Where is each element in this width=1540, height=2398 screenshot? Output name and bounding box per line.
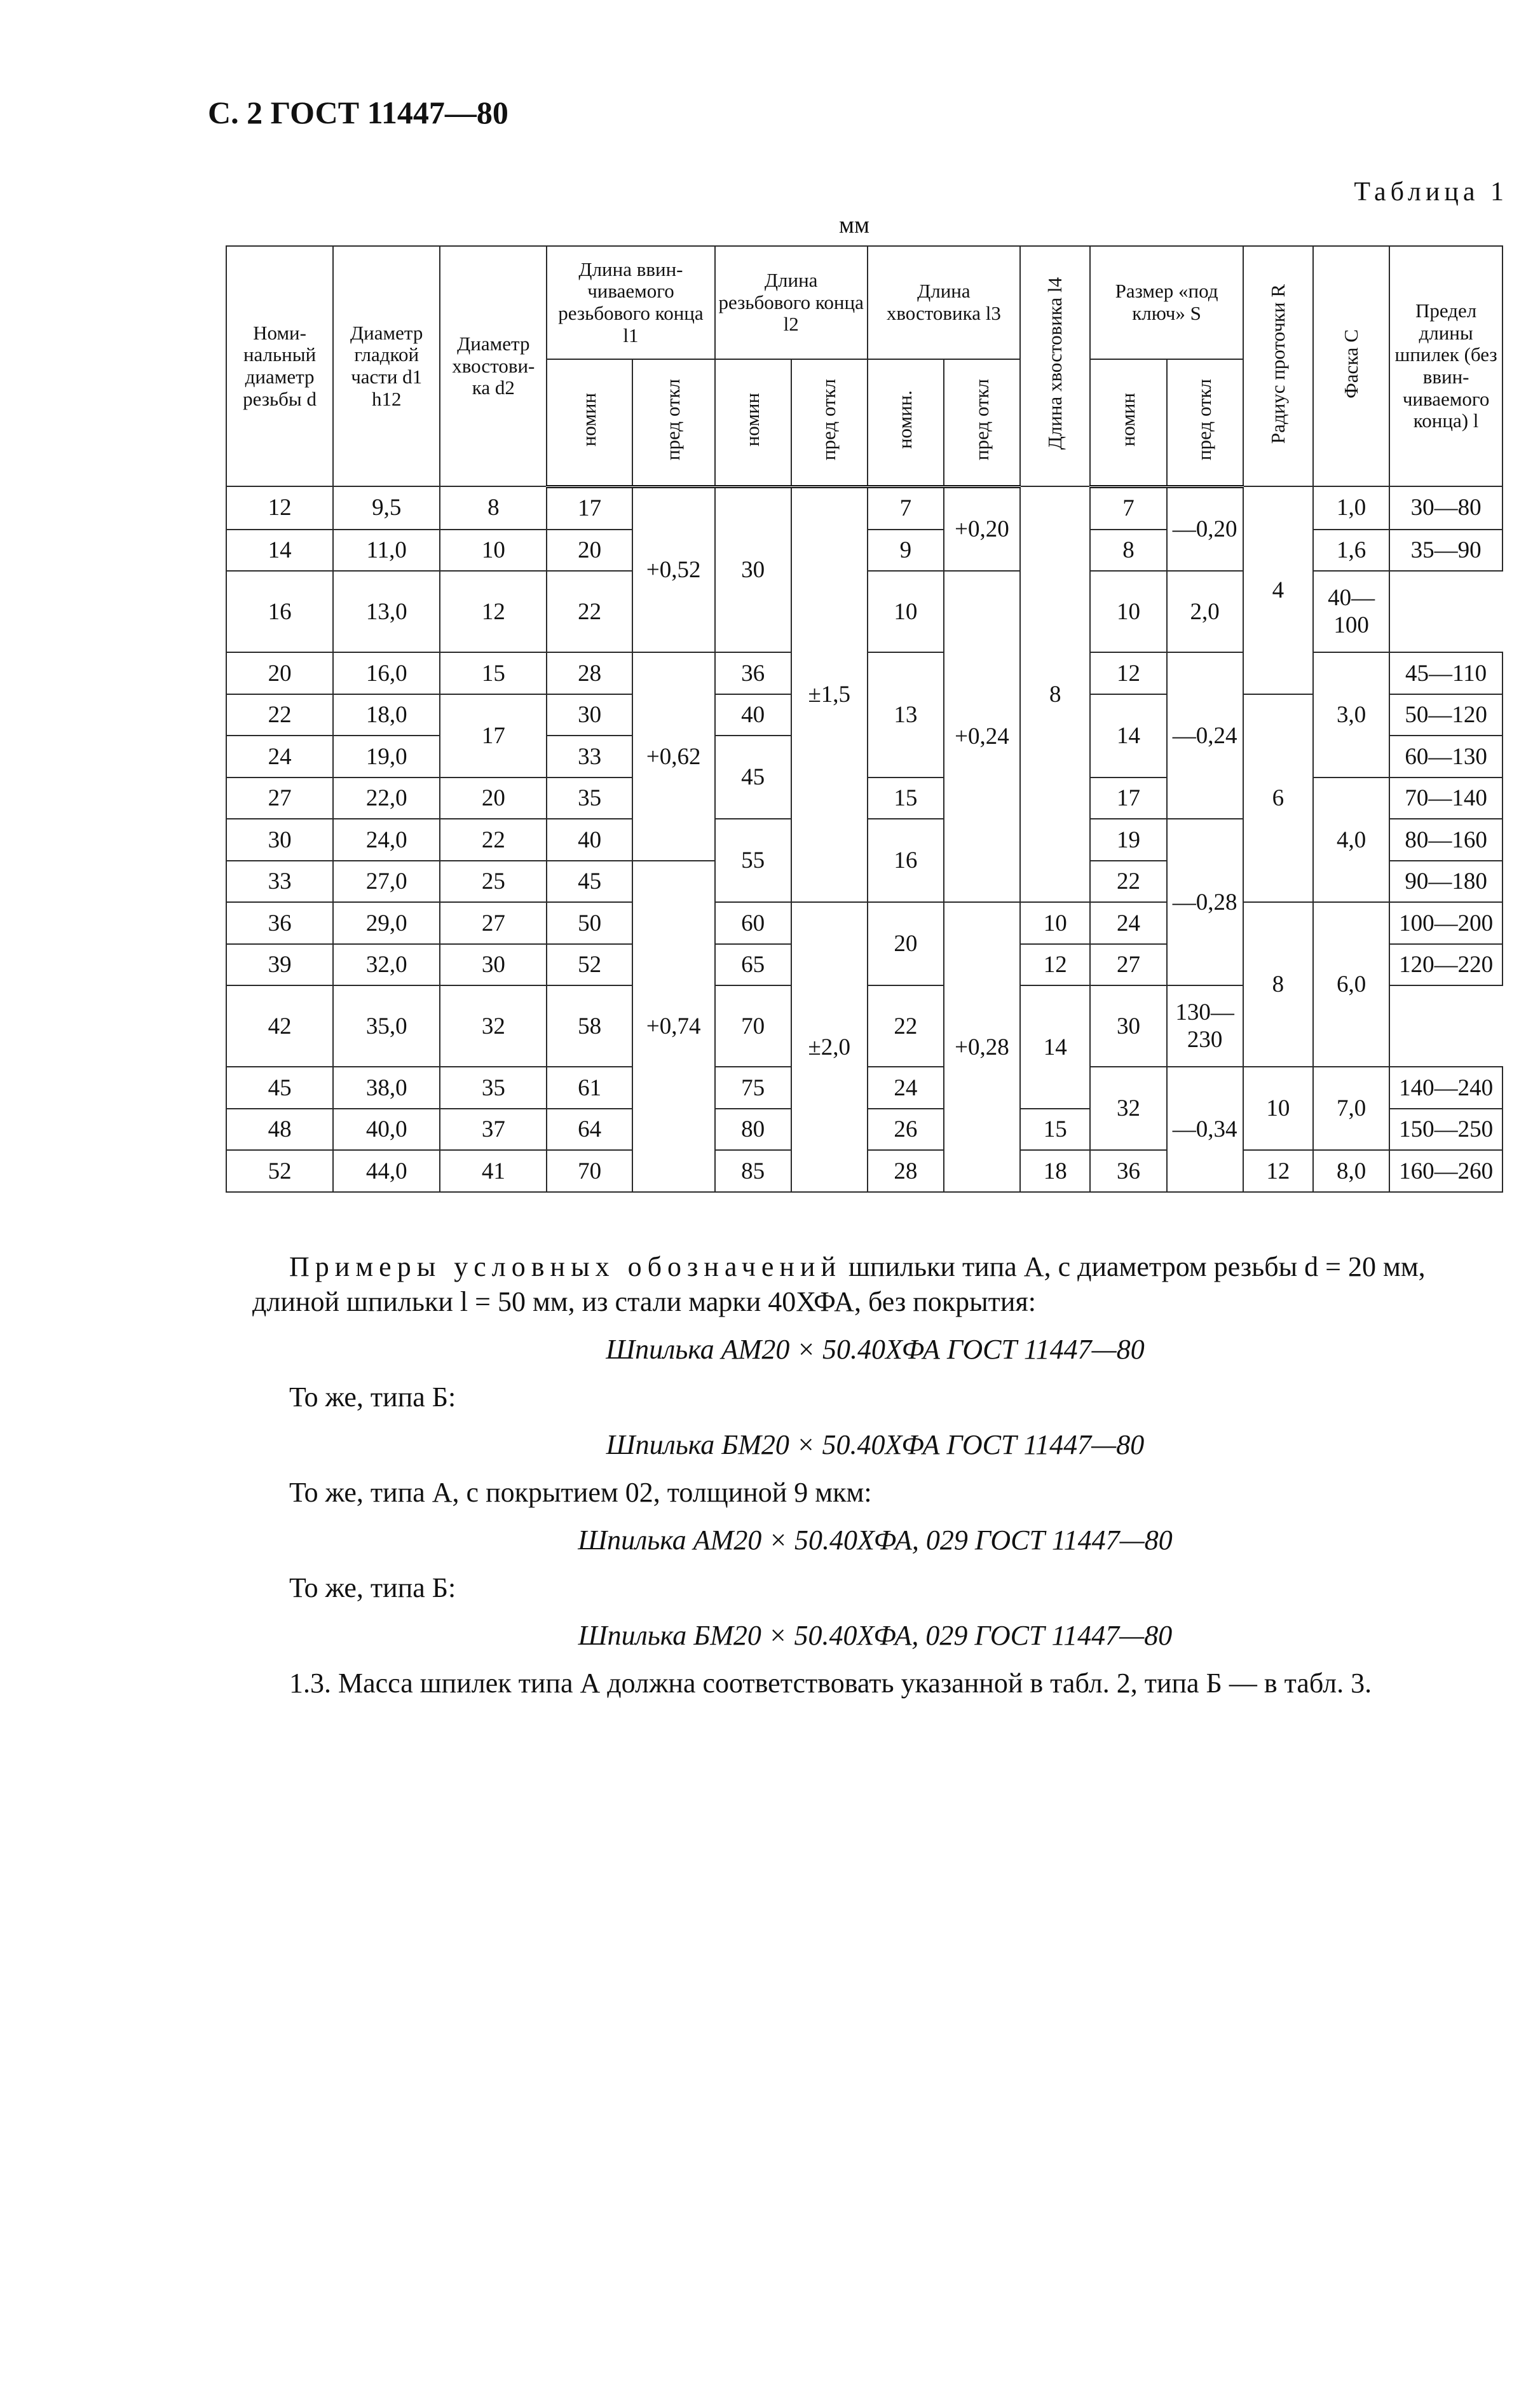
- cell-s: 10: [1090, 571, 1166, 652]
- example-designation-4: Шпилька БМ20 × 50.40ХФА, 029 ГОСТ 11447—80: [578, 1620, 1173, 1651]
- cell-d2: 20: [440, 778, 547, 819]
- cell-l1: 20: [547, 530, 632, 572]
- example-designation-2: Шпилька БМ20 × 50.40ХФА ГОСТ 11447—80: [606, 1429, 1145, 1460]
- cell-l1: 28: [547, 652, 632, 694]
- cell-d2: 41: [440, 1150, 547, 1192]
- cell-l3: 26: [868, 1109, 944, 1151]
- cell-d1: 38,0: [333, 1067, 440, 1109]
- header-l3: Длина хвостовика l3: [868, 246, 1020, 359]
- cell-d: 24: [226, 736, 333, 778]
- cell-l1: 50: [547, 902, 632, 944]
- cell-s: 8: [1090, 530, 1166, 572]
- cell-d2: 22: [440, 819, 547, 861]
- header-l4: Длина хвостовика l4: [1020, 246, 1090, 486]
- example-same-2: То же, типа А, с покрытием 02, толщиной 9 мкм:: [289, 1477, 872, 1508]
- cell-d2: 27: [440, 902, 547, 944]
- cell-d1: 16,0: [333, 652, 440, 694]
- header-l1: Длина ввин-чиваемого резьбового конца l1: [547, 246, 714, 359]
- cell-s-dev: —0,24: [1167, 652, 1243, 819]
- cell-l1: 61: [547, 1067, 632, 1109]
- cell-s: 19: [1090, 819, 1166, 861]
- cell-d: 12: [226, 486, 333, 530]
- cell-c: 6,0: [1313, 902, 1389, 1067]
- spec-table-container: [226, 245, 1503, 1193]
- cell-l: 120—220: [1389, 944, 1503, 986]
- examples-intro-rest: шпильки типа А, с диаметром резьбы d = 20 мм, длиной шпильки l = 50 мм, из стали марки 40ХФА, без покрытия:: [252, 1251, 1426, 1317]
- subheader-s-nom: номин: [1090, 359, 1166, 486]
- cell-l1: 64: [547, 1109, 632, 1151]
- cell-d1: 27,0: [333, 861, 440, 903]
- cell-d: 52: [226, 1150, 333, 1192]
- cell-l3: 20: [868, 902, 944, 985]
- cell-l1-dev: +0,74: [632, 861, 715, 1192]
- cell-d1: 11,0: [333, 530, 440, 572]
- cell-l3: 22: [868, 985, 944, 1067]
- examples-intro-spaced: Примеры условных обозначений: [289, 1251, 842, 1282]
- cell-l3: 7: [868, 486, 944, 530]
- cell-l1: 30: [547, 694, 632, 736]
- cell-d1: 18,0: [333, 694, 440, 736]
- subheader-l1-nom: номин: [547, 359, 632, 486]
- header-r: Радиус проточки R: [1243, 246, 1313, 486]
- spec-table: [226, 245, 1503, 1193]
- cell-l4: 15: [1020, 1109, 1090, 1151]
- cell-l1: 22: [547, 571, 632, 652]
- table-caption: Таблица 1: [1354, 177, 1508, 207]
- cell-c: 4,0: [1313, 778, 1389, 903]
- cell-d: 48: [226, 1109, 333, 1151]
- cell-l2: 40: [715, 694, 791, 736]
- header-d2: Диаметр хвостови-ка d2: [440, 246, 547, 486]
- cell-s-dev: —0,20: [1167, 486, 1243, 571]
- cell-d1: 44,0: [333, 1150, 440, 1192]
- cell-l2-dev: ±2,0: [791, 902, 868, 1192]
- header-d: Номи-нальный диаметр резьбы d: [226, 246, 333, 486]
- header-l2: Длина резьбового конца l2: [715, 246, 868, 359]
- page-header: С. 2 ГОСТ 11447—80: [208, 95, 508, 130]
- cell-l: 140—240: [1389, 1067, 1503, 1109]
- cell-s: 32: [1090, 1067, 1166, 1150]
- cell-d: 36: [226, 902, 333, 944]
- cell-s: 14: [1090, 694, 1166, 778]
- cell-d2: 37: [440, 1109, 547, 1151]
- cell-d1: 19,0: [333, 736, 440, 778]
- cell-d: 39: [226, 944, 333, 986]
- cell-l2: 80: [715, 1109, 791, 1151]
- cell-d2: 12: [440, 571, 547, 652]
- cell-l: 90—180: [1389, 861, 1503, 903]
- cell-r: 10: [1243, 1067, 1313, 1150]
- cell-l: 80—160: [1389, 819, 1503, 861]
- cell-d1: 32,0: [333, 944, 440, 986]
- cell-s-dev: —0,34: [1167, 1067, 1243, 1192]
- cell-l1: 33: [547, 736, 632, 778]
- cell-l3-dev: +0,20: [944, 486, 1020, 571]
- subheader-l3-dev: пред откл: [944, 359, 1020, 486]
- cell-l: 70—140: [1389, 778, 1503, 819]
- cell-d1: 29,0: [333, 902, 440, 944]
- cell-l: 40—100: [1313, 571, 1389, 652]
- header-s: Размер «под ключ» S: [1090, 246, 1243, 359]
- cell-d2: 32: [440, 985, 547, 1067]
- cell-d1: 9,5: [333, 486, 440, 530]
- cell-l2: 65: [715, 944, 791, 986]
- cell-s: 22: [1090, 861, 1166, 903]
- cell-l1: 17: [547, 486, 632, 530]
- cell-l2: 70: [715, 985, 791, 1067]
- cell-d2: 25: [440, 861, 547, 903]
- cell-d1: 35,0: [333, 985, 440, 1067]
- cell-l2: 75: [715, 1067, 791, 1109]
- cell-d: 30: [226, 819, 333, 861]
- header-d1: Диаметр гладкой части d1 h12: [333, 246, 440, 486]
- subheader-l3-nom: номин.: [868, 359, 944, 486]
- cell-l1: 58: [547, 985, 632, 1067]
- cell-r: 4: [1243, 486, 1313, 694]
- cell-c: 2,0: [1167, 571, 1243, 652]
- cell-l: 130—230: [1167, 985, 1243, 1067]
- examples-intro: [252, 1249, 1498, 1319]
- cell-l3-dev: +0,28: [944, 902, 1020, 1192]
- cell-l4: 8: [1020, 486, 1090, 902]
- cell-l: 50—120: [1389, 694, 1503, 736]
- cell-s: 27: [1090, 944, 1166, 986]
- cell-d2: 10: [440, 530, 547, 572]
- cell-s: 7: [1090, 486, 1166, 530]
- cell-d2: 30: [440, 944, 547, 986]
- subheader-l2-nom: номин: [715, 359, 791, 486]
- cell-d2: 15: [440, 652, 547, 694]
- cell-l3: 28: [868, 1150, 944, 1192]
- cell-s: 30: [1090, 985, 1166, 1067]
- cell-l2: 60: [715, 902, 791, 944]
- cell-l3-dev: +0,24: [944, 571, 1020, 902]
- cell-l2-dev: ±1,5: [791, 486, 868, 902]
- example-designation-3: Шпилька АМ20 × 50.40ХФА, 029 ГОСТ 11447—80: [578, 1524, 1173, 1556]
- cell-l2: 30: [715, 486, 791, 652]
- cell-d1: 13,0: [333, 571, 440, 652]
- cell-l: 60—130: [1389, 736, 1503, 778]
- cell-d2: 8: [440, 486, 547, 530]
- example-designation-1: Шпилька АМ20 × 50.40ХФА ГОСТ 11447—80: [606, 1334, 1145, 1365]
- cell-r: 6: [1243, 694, 1313, 903]
- cell-l: 45—110: [1389, 652, 1503, 694]
- cell-l1: 45: [547, 861, 632, 903]
- cell-d1: 24,0: [333, 819, 440, 861]
- cell-l1: 35: [547, 778, 632, 819]
- cell-r: 8: [1243, 902, 1313, 1067]
- cell-l4: 18: [1020, 1150, 1090, 1192]
- cell-l2: 85: [715, 1150, 791, 1192]
- cell-l: 30—80: [1389, 486, 1503, 530]
- cell-l2: 55: [715, 819, 791, 902]
- cell-l3: 24: [868, 1067, 944, 1109]
- cell-l3: 13: [868, 652, 944, 778]
- cell-d2: 17: [440, 694, 547, 778]
- cell-l4: 10: [1020, 902, 1090, 944]
- cell-d: 45: [226, 1067, 333, 1109]
- cell-s: 36: [1090, 1150, 1166, 1192]
- cell-l: 100—200: [1389, 902, 1503, 944]
- cell-l: 35—90: [1389, 530, 1503, 572]
- cell-l2: 36: [715, 652, 791, 694]
- cell-s: 17: [1090, 778, 1166, 819]
- example-same-3: То же, типа Б:: [289, 1572, 456, 1603]
- cell-l4: 14: [1020, 985, 1090, 1109]
- cell-d: 20: [226, 652, 333, 694]
- cell-l3: 16: [868, 819, 944, 902]
- header-l: Предел длины шпилек (без ввин-чиваемого конца) l: [1389, 246, 1503, 486]
- cell-d1: 40,0: [333, 1109, 440, 1151]
- units-label: мм: [839, 212, 870, 238]
- cell-c: 1,6: [1313, 530, 1389, 572]
- cell-l4: 12: [1020, 944, 1090, 986]
- cell-d2: 35: [440, 1067, 547, 1109]
- cell-l2: 45: [715, 736, 791, 819]
- cell-d: 22: [226, 694, 333, 736]
- cell-l: 160—260: [1389, 1150, 1503, 1192]
- cell-l1: 70: [547, 1150, 632, 1192]
- header-c: Фаска C: [1313, 246, 1389, 486]
- cell-d: 42: [226, 985, 333, 1067]
- cell-l1-dev: +0,52: [632, 486, 715, 652]
- cell-d: 33: [226, 861, 333, 903]
- cell-l3: 15: [868, 778, 944, 819]
- subheader-s-dev: пред откл: [1167, 359, 1243, 486]
- cell-s: 12: [1090, 652, 1166, 694]
- cell-d: 14: [226, 530, 333, 572]
- cell-l: 150—250: [1389, 1109, 1503, 1151]
- cell-s: 24: [1090, 902, 1166, 944]
- cell-c: 1,0: [1313, 486, 1389, 530]
- cell-c: 7,0: [1313, 1067, 1389, 1150]
- cell-r: 12: [1243, 1150, 1313, 1192]
- subheader-l2-dev: пред откл: [791, 359, 868, 486]
- cell-d: 16: [226, 571, 333, 652]
- examples-section: [252, 1249, 1498, 1701]
- cell-c: 3,0: [1313, 652, 1389, 778]
- cell-d1: 22,0: [333, 778, 440, 819]
- cell-l3: 9: [868, 530, 944, 572]
- cell-c: 8,0: [1313, 1150, 1389, 1192]
- cell-l1: 52: [547, 944, 632, 986]
- cell-d: 27: [226, 778, 333, 819]
- example-same-1: То же, типа Б:: [289, 1381, 456, 1413]
- clause-1-3: 1.3. Масса шпилек типа А должна соответствовать указанной в табл. 2, типа Б — в табл. 3.: [289, 1668, 1372, 1699]
- cell-l1-dev: +0,62: [632, 652, 715, 861]
- subheader-l1-dev: пред откл: [632, 359, 715, 486]
- cell-s-dev: —0,28: [1167, 819, 1243, 985]
- cell-l3: 10: [868, 571, 944, 652]
- cell-l1: 40: [547, 819, 632, 861]
